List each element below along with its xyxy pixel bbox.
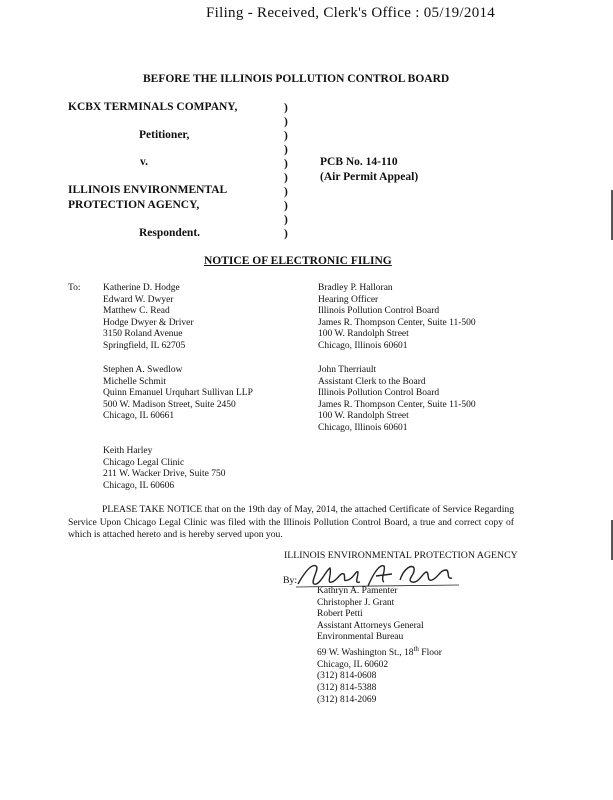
notice-title: NOTICE OF ELECTRONIC FILING [204, 255, 392, 267]
by-label: By: [283, 575, 298, 586]
recipient-chicago-legal-clinic: Keith Harley Chicago Legal Clinic 211 W. Wacker Drive, Suite 750 Chicago, IL 60606 [103, 446, 226, 491]
agency-name: ILLINOIS ENVIRONMENTAL PROTECTION AGENCY [284, 550, 518, 561]
board-title: BEFORE THE ILLINOIS POLLUTION CONTROL BOARD [143, 73, 450, 85]
case-type: (Air Permit Appeal) [320, 171, 419, 183]
recipient-quinn-emanuel: Stephen A. Swedlow Michelle Schmit Quinn Emanuel Urquhart Sullivan LLP 500 W. Madison Street, Suite 2450 Chicago, IL 60661 [103, 365, 253, 422]
case-number: PCB No. 14-110 [320, 156, 398, 168]
petitioner-name: KCBX TERMINALS COMPANY, [68, 101, 238, 113]
recipient-hodge-dwyer: Katherine D. Hodge Edward W. Dwyer Matthew C. Read Hodge Dwyer & Driver 3150 Roland Avenue Springfield, IL 62705 [103, 283, 194, 351]
recipient-board-clerk: John Therriault Assistant Clerk to the Board Illinois Pollution Control Board James R. Thompson Center, Suite 11-500 100 W. Randolph Street Chicago, Illinois 60601 [318, 365, 476, 433]
filing-stamp: Filing - Received, Clerk's Office : 05/19/2014 [206, 5, 496, 21]
versus-label: v. [140, 156, 148, 168]
notice-paragraph: PLEASE TAKE NOTICE that on the 19th day of May, 2014, the attached Certificate of Service Regarding Service Upon Chicago Legal Clinic was filed with the Illinois Pollution Control Board, a true and correct copy of which is attached hereto and is hereby served upon you. [68, 504, 514, 540]
caption-parentheses: ) ) ) ) ) ) ) ) ) ) [284, 102, 288, 240]
attorney-signature-block: Kathryn A. Pamenter Christopher J. Grant Robert Petti Assistant Attorneys General Environmental Bureau 69 W. Washington St., 18th Floor Chicago, IL 60602 (312) 814-0608 (312) 814-5388 (312) 814-2069 [317, 586, 442, 705]
petitioner-role: Petitioner, [139, 129, 190, 141]
respondent-role: Respondent. [139, 227, 201, 239]
respondent-name-line2: PROTECTION AGENCY, [68, 199, 200, 211]
respondent-name-line1: ILLINOIS ENVIRONMENTAL [68, 184, 228, 196]
to-label: To: [68, 283, 81, 293]
recipient-hearing-officer: Bradley P. Halloran Hearing Officer Illinois Pollution Control Board James R. Thompson Center, Suite 11-500 100 W. Randolph Street Chicago, Illinois 60601 [318, 283, 476, 351]
